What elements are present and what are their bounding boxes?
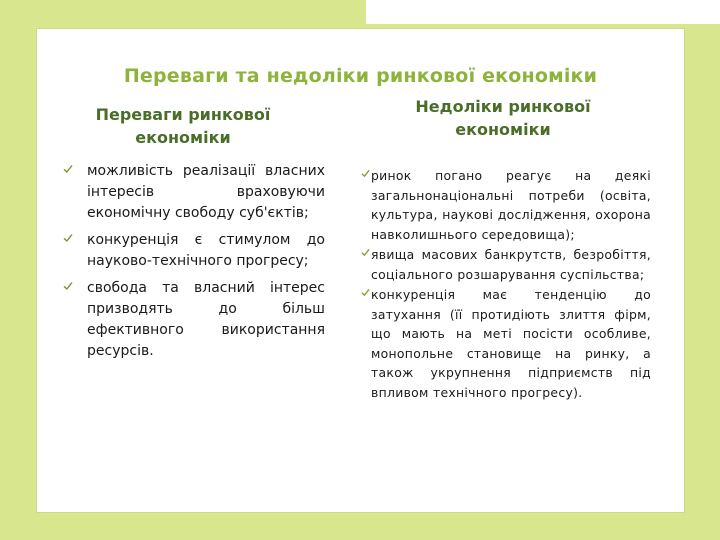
advantages-list [63,161,325,368]
list-item [63,278,325,362]
advantage-text: можливість реалізації власних інтересів враховуючи економічну свободу суб'єктів; [87,163,325,221]
list-item [63,230,325,272]
check-icon [361,288,370,297]
check-icon [361,169,370,178]
advantages-heading: Переваги ринкової економіки [95,105,271,147]
check-icon [63,233,73,243]
decorative-corner [366,0,720,24]
list-item [361,245,651,284]
advantage-text: конкуренція є стимулом до науково-технічного прогресу; [87,232,325,269]
list-item [63,161,325,224]
disadvantage-text: явища масових банкрутств, безробіття, соціального розшарування суспільства; [371,247,651,282]
list-item [361,166,651,244]
disadvantages-heading: Недоліки ринкової економіки [415,97,591,139]
disadvantage-text: ринок погано реагує на деякі загальнонаціональні потреби (освіта, культура, наукові дослідження, охорона навколишнього середовища); [371,168,651,242]
slide-title: Переваги та недоліки ринкової економіки [123,65,598,87]
list-item [361,285,651,402]
check-icon [63,281,73,291]
disadvantages-list [361,166,651,403]
slide-content [36,28,685,513]
disadvantage-text: конкуренція має тенденцію до затухання (її протидіють злиття фірм, що мають на меті посісти особливе, монопольне становище на ринку, а також укрупнення підприємств під впливом технічного прогресу). [371,287,651,400]
check-icon [361,248,370,257]
advantage-text: свобода та власний інтерес призводять до більш ефективного використання ресурсів. [87,280,325,359]
check-icon [63,164,73,174]
